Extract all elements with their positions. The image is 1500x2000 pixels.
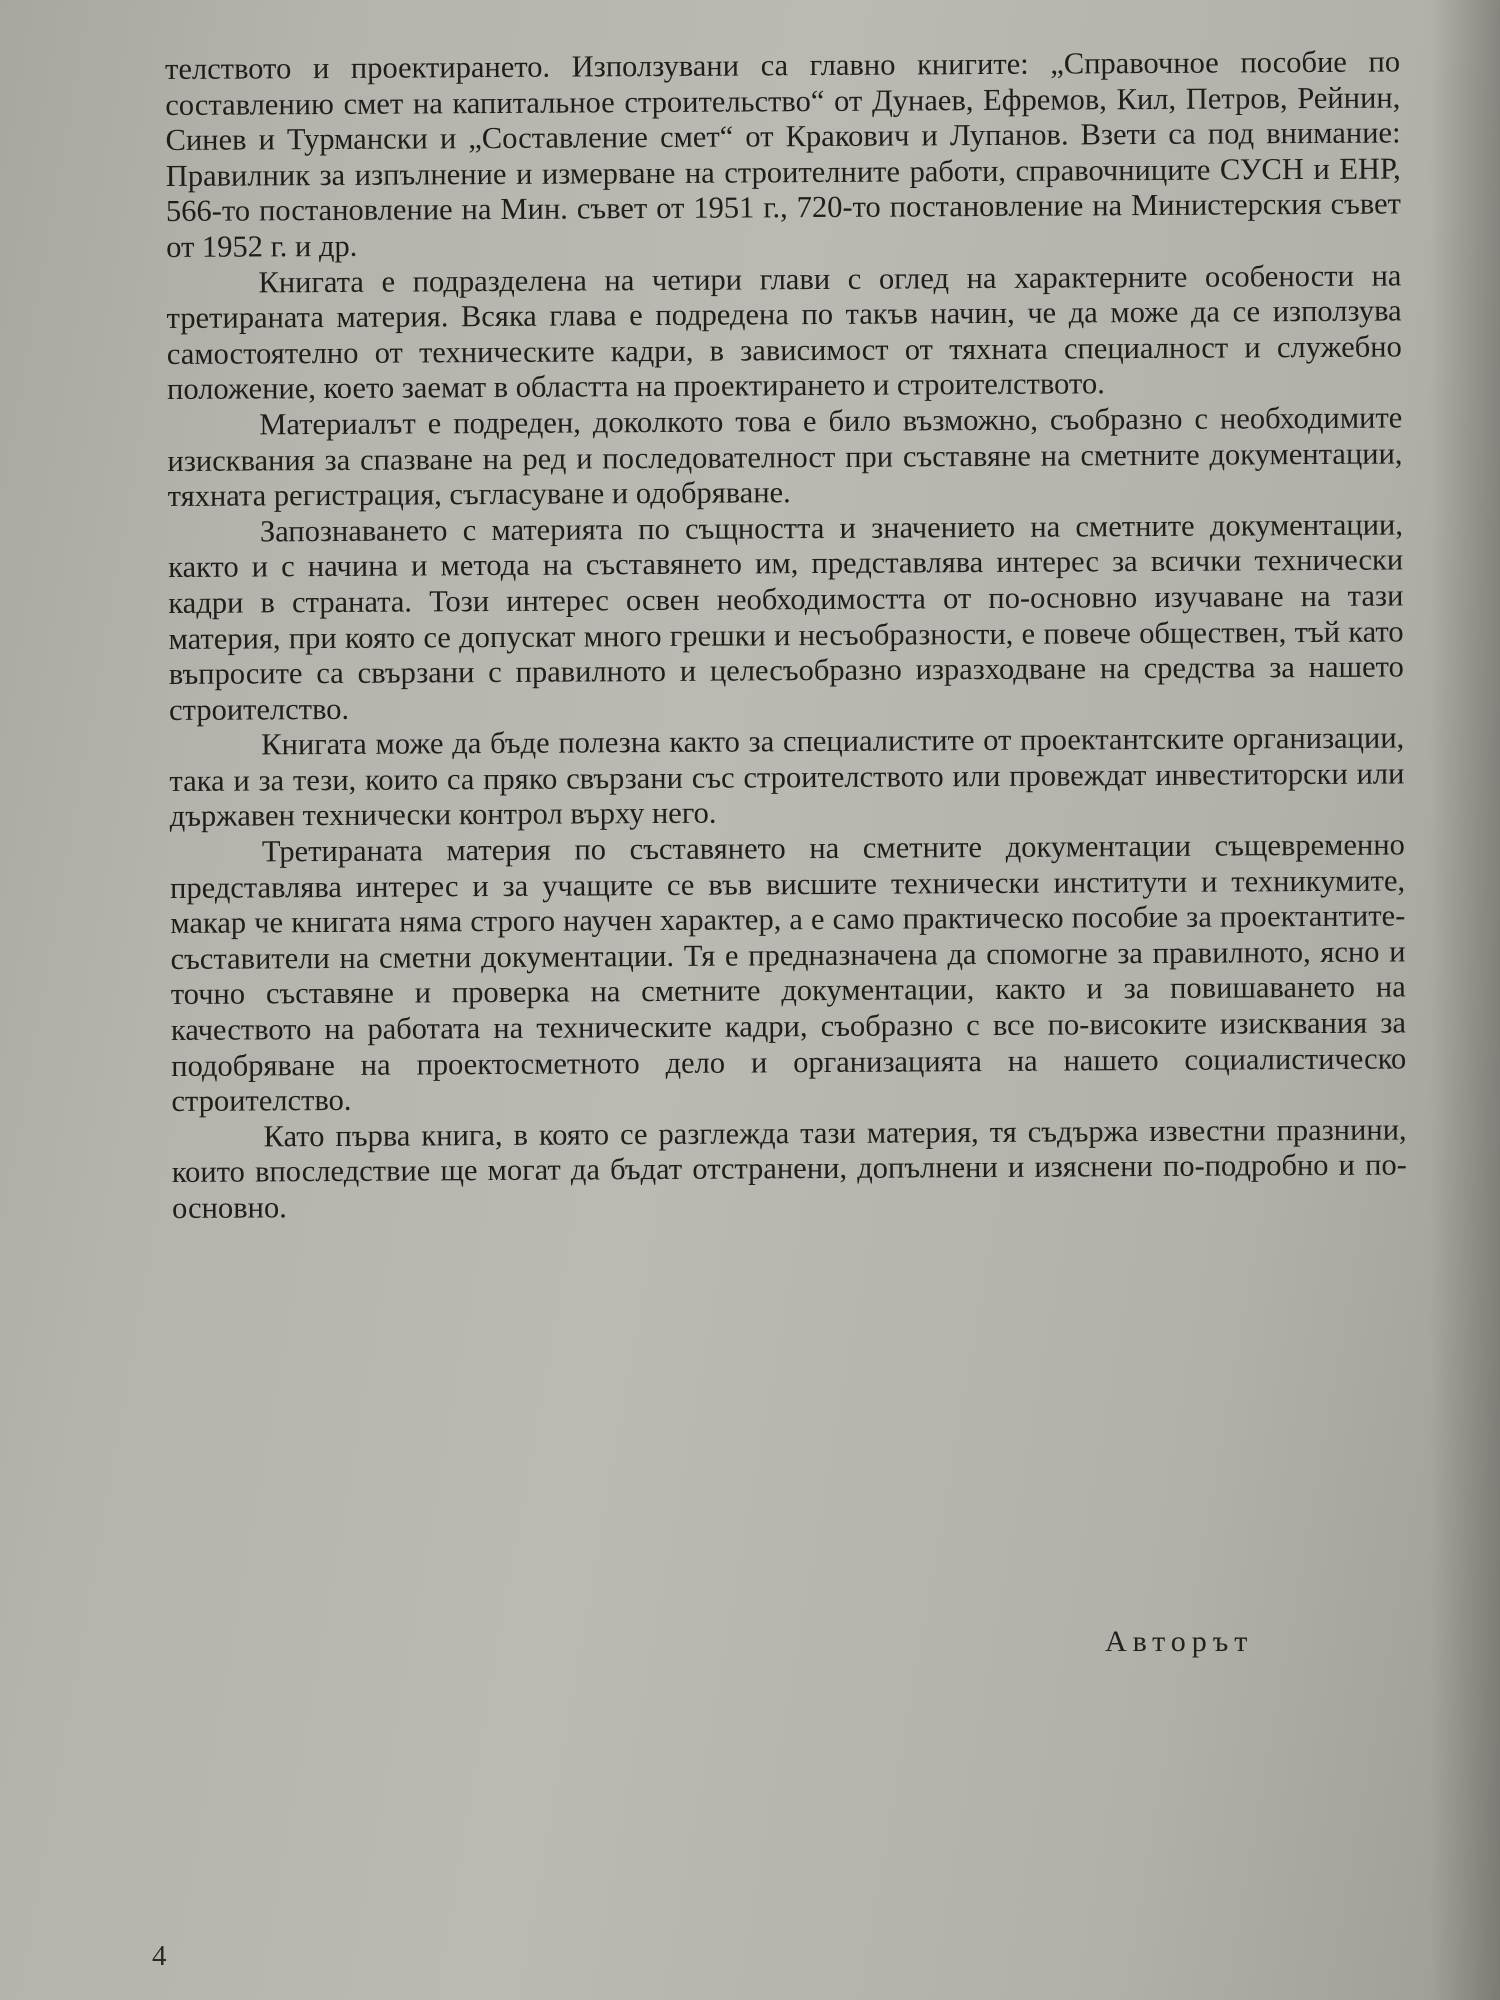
spine-shadow — [1430, 0, 1500, 2000]
paragraph-first-book: Като първа книга, в която се разглежда тази материя, тя съдържа известни празнини, които впоследствие ще могат да бъдат отстранени, допълнени и изяснени по-подробно и по-основно. — [171, 1112, 1407, 1225]
paragraph-interest: Запознаването с материята по същността и значението на сметните документации, както и с начина и метода на съставянето им, представлява интерес за всички технически кадри в страната. Този интерес освен необходимостта от по-основно изучаване на тази материя, при която се допускат много грешки и несъобразности, е повече обществен, тъй като въпросите са свързани с правилното и целесъобразно изразходване на средства за нашето строителство. — [168, 507, 1404, 727]
paragraph-structure: Книгата е подразделена на четири глави с оглед на характерните особености на третираната материя. Всяка глава е подредена по такъв начин, че да може да се използува самостоятелно от техническите кадри, в зависимост от тяхната специалност и служебно положение, което заемат в областта на проектирането и строителството. — [166, 258, 1402, 407]
paragraph-arrangement: Материалът е подреден, доколкото това е било възможно, съобразно с необходимите изисквания за спазване на ред и последователност при съставяне на сметните документации, тяхната регистрация, съгласуване и одобряване. — [167, 400, 1403, 514]
paragraph-usefulness: Книгата може да бъде полезна както за специалистите от проектантските организации, така и за тези, които са пряко свързани със строителството или провеждат инвеститорски или държавен технически контрол върху него. — [169, 720, 1405, 834]
body-text — [165, 44, 1407, 1226]
paragraph-students: Третираната материя по съставянето на сметните документации същевременно представлява интерес и за учащите се във висшите технически институти и техникумите, макар че книгата няма строго научен характер, а е само практическо пособие за проектантите-съставители на сметни документации. Тя е предназначена да спомогне за правилното, ясно и точно съставяне и проверка на сметните документации, както и за повишаването на качеството на работата на техническите кадри, съобразно с все по-високите изисквания за подобряване на проектосметното дело и организацията на нашето социалистическо строителство. — [170, 827, 1407, 1119]
author-signature: Авторът — [1105, 1625, 1254, 1658]
page-number: 4 — [152, 1940, 167, 1972]
paragraph-continuation: телството и проектирането. Използувани са главно книгите: „Справочное пособие по составлению смет на капитальное строительство“ от Дунаев, Ефремов, Кил, Петров, Рейнин, Синев и Турмански и „Составление смет“ от Кракович и Лупанов. Взети са под внимание: Правилник за изпълнение и измерване на строителните работи, справочниците СУСН и ЕНР, 566-то постановление на Мин. съвет от 1951 г., 720-то постановление на Министерския съвет от 1952 г. и др. — [165, 44, 1402, 264]
